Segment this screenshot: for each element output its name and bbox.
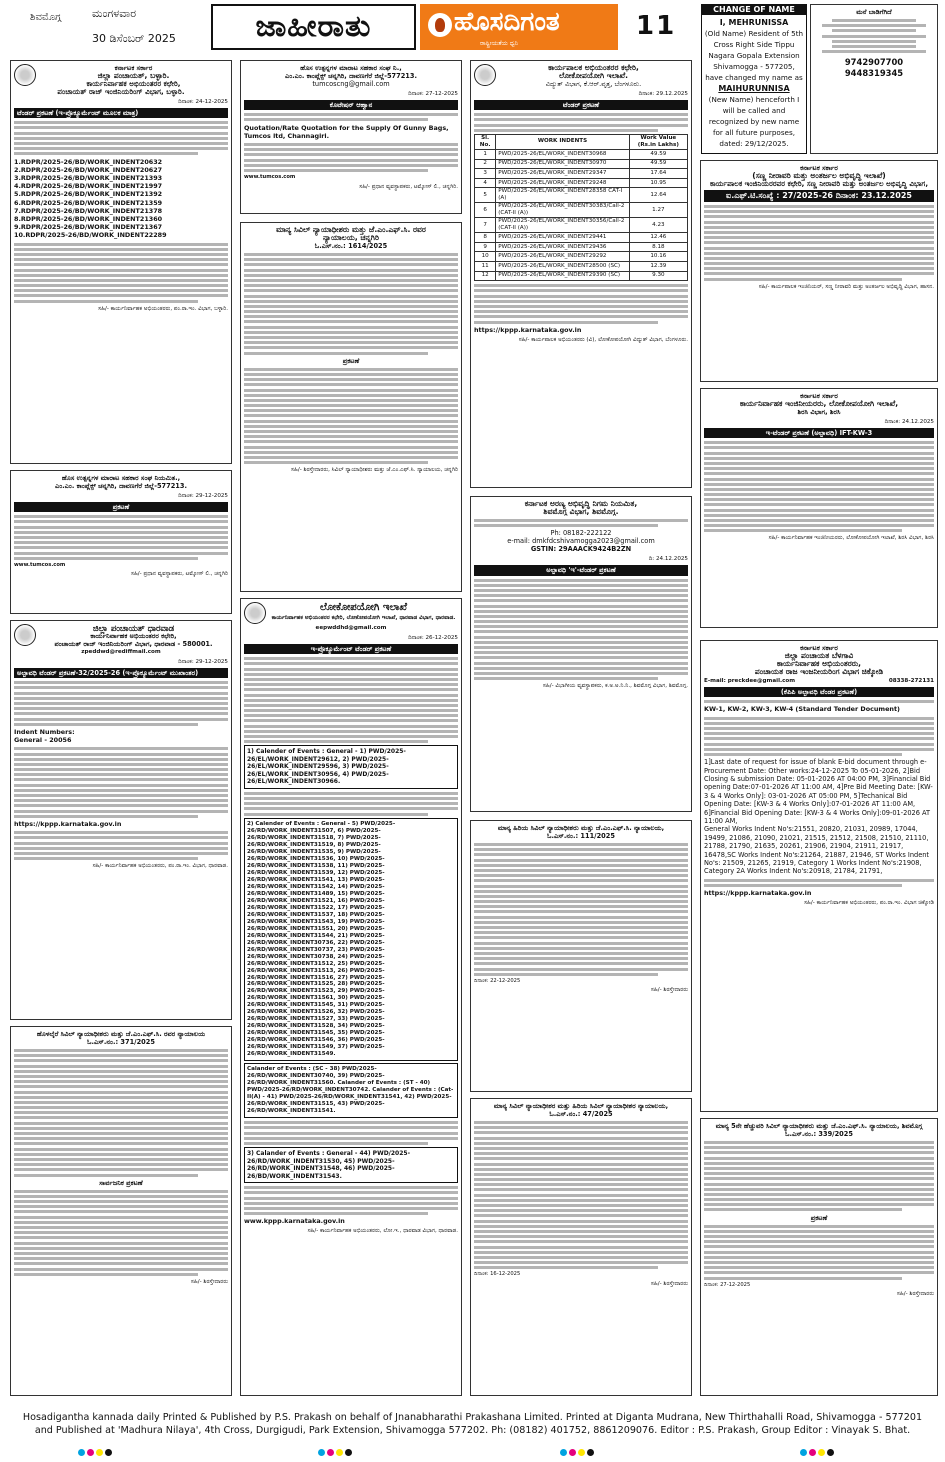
ad-line: ಪಂಚಾಯತ್ ರಾಜ್ ಇಂಜಿನಿಯರಿಂಗ್ ವಿಭಾಗ, ಧಾರವಾಡ - 580001. — [54, 640, 213, 648]
work-indent-item: 3.RDPR/2025-26/BD/WORK_INDENT21393 — [14, 173, 163, 182]
case-number: ಓ.ಎಸ್.ನಂ.: 371/2025 — [87, 1038, 155, 1046]
ad-strip: ಟೆಂಡರ್ ಪ್ರಕಟಣೆ — [474, 100, 688, 110]
ad-phone: 08338-272131 — [888, 678, 934, 684]
ad-line: ಶಿರಸಿ ವಿಭಾಗ, ಶಿರಸಿ — [797, 408, 841, 416]
table-cell: 10.95 — [629, 178, 687, 188]
ad-line: ಕರ್ನಾಟಕ ಸರ್ಕಾರ — [114, 64, 153, 72]
table-row — [475, 252, 688, 262]
table-cell: 2 — [475, 159, 496, 169]
ad-strip: ಅಲ್ಪಾವಧಿ 'ಇ'-ಟೆಂಡರ್ ಪ್ರಕಟಣೆ — [474, 565, 688, 575]
masthead — [420, 4, 618, 50]
new-name: MAIHURUNNISA — [718, 84, 790, 93]
table-row — [475, 159, 688, 169]
ad-line: ಮಾನ್ಯ ಸಿವಿಲ್ ನ್ಯಾಯಾಧೀಶರು ಮತ್ತು ಜೆ.ಎಂ.ಎಫ್.ಸಿ. ರವರ — [276, 225, 426, 234]
ad-line: ಹೊಸ ಉತ್ಪನ್ನಗಳ ಮಾರಾಟ ಸಹಕಾರ ಸಂಘ ನಿಯಮಿತ., — [61, 474, 181, 482]
ad-line: ಕಾರ್ಯನಿರ್ವಾಹಕ ಇಂಜಿನೀಯರರು, ಲೋಕೋಪಯೋಗಿ ಇಲಾಖೆ, — [739, 399, 899, 408]
col-header: Sl. No. — [475, 134, 496, 149]
ad-email: E-mail: preckdee@gmail.com — [704, 678, 796, 684]
tumcos-notice-ad — [10, 470, 232, 614]
table-cell: 12.64 — [629, 188, 687, 203]
shivamogga-court-notice — [700, 1118, 938, 1396]
ad-email: e-mail: dmkfdcshivamogga2023@gmail.com — [507, 537, 655, 546]
ad-date: ದಿನಾಂಕ: 16-12-2025 — [474, 1271, 521, 1278]
case-number: ಓ.ಎಸ್.ನಂ.: 339/2025 — [785, 1130, 853, 1138]
table-row — [475, 178, 688, 188]
ad-line: ವಿದ್ಯುತ್ ವಿಭಾಗ, ಕೆ.ಆರ್.ವೃತ್ತ, ಬೆಂಗಳೂರು. — [545, 80, 642, 88]
ad-signature: ಸಹಿ/- ವಿಭಾಗೀಯ ವ್ಯವಸ್ಥಾಪಕರು, ಕ.ಅ.ಅ.ನಿ.ನಿ., ಶಿವಮೊಗ್ಗ ವಿಭಾಗ, ಶಿವಮೊಗ್ಗ. — [542, 683, 688, 690]
ad-portal-link: www.kppp.karnataka.gov.in — [244, 1217, 345, 1226]
ad-strip: (ಕೆಪಿಪಿ ಅಲ್ಪಾವಧಿ ಟೆಂಡರ ಪ್ರಕಟಣೆ) — [704, 687, 934, 697]
ad-phone: Ph: 08182-222122 — [550, 529, 612, 538]
ad-line: ಜಿಲ್ಲಾ ಪಂಚಾಯತ್, ಬಳ್ಳಾರಿ. — [97, 71, 170, 80]
table-row — [475, 203, 688, 218]
ad-line: ಕಾರ್ಯನಿರ್ವಾಹಕ ಅಭಿಯಂತರರು, — [776, 659, 862, 668]
ad-portal-link: https://kppp.karnataka.gov.in — [14, 819, 122, 828]
notice-body-1: (Old Name) Resident of 5th Cross Right Side Tippu Nagara Gopala Extension Shivamogga - 577205, have changed my name as — [704, 29, 804, 82]
table-cell: 11 — [475, 262, 496, 272]
ad-date: ದಿನಾಂಕ: 29-12-2025 — [178, 493, 228, 499]
quotation-note: Quotation/Rate Quotation for the Supply Of Gunny Bags, Tumcos ltd, Channagiri. — [244, 123, 449, 140]
ad-strip: ಅಲ್ಪಾವಧಿ ಟೆಂಡರ್ ಪ್ರಕಟಣೆ-32/2025-26 (ಇ-ಪ್ರೊಕ್ಯೂರ್ಮೆಂಟ್ ಮುಖಾಂತರ) — [14, 668, 228, 678]
ad-signature: ಸಹಿ/- ಪ್ರಧಾನ ವ್ಯವಸ್ಥಾಪಕರು, ಟಮ್ಕೋಸ್ ಲಿ., ಚನ್ನಗಿರಿ — [130, 571, 228, 578]
table-cell: 8 — [475, 233, 496, 243]
table-row — [475, 218, 688, 233]
ad-strip: ಸಾರ್ವಜನಿಕ ಪ್ರಕಟಣೆ — [99, 1178, 143, 1187]
table-cell: 5 — [475, 188, 496, 203]
table-cell: 4 — [475, 178, 496, 188]
ad-date: ದಿನಾಂಕ: 24.12.2025 — [884, 419, 934, 425]
table-cell: 8.18 — [629, 242, 687, 252]
ad-signature: ಸಹಿ/- ಕಾರ್ಯನಿರ್ವಾಹಕ ಅಭಿಯಂತರರು, ಪಂ.ರಾ.ಇಂ. ವಿಭಾಗ ಚಿಕ್ಕೋಡಿ — [804, 900, 934, 907]
table-cell: 49.59 — [629, 149, 687, 159]
ad-line: ಪಂಚಾಯತ ರಾಜ ಇಂಜನೀಯರಿಂಗ ವಿಭಾಗ ಚಿಕ್ಕೋಡಿ — [754, 667, 884, 676]
sagara-court-notice — [470, 1098, 692, 1396]
ad-line: ಮಾನ್ಯ ಸಿವಿಲ್ ನ್ಯಾಯಾಧೀಶರ ಮತ್ತು ಹಿರಿಯ ಸಿವಿಲ್ ನ್ಯಾಯಾಧೀಶರ ನ್ಯಾಯಾಲಯ, — [493, 1102, 669, 1110]
ad-line: ಕಾರ್ಯಪಾಲಕ ಅಭಿಯಂತರರ ಕಛೇರಿ, — [548, 63, 639, 72]
table-cell: 6 — [475, 203, 496, 218]
masthead-title: ಹೊಸದಿಗಂತ — [454, 7, 560, 37]
table-row — [475, 271, 688, 281]
table-cell: PWD/2025-26/EL/WORK_INDENT29390 (SC) — [496, 271, 629, 281]
edition-day: ಮಂಗಳವಾರ — [92, 7, 137, 20]
ad-line: ಕಾರ್ಯನಿರ್ವಾಹಕ ಅಭಿಯಂತರರ ಕಛೇರಿ, ಲೋಕೋಪಯೋಗಿ ಇಲಾಖೆ, ಧಾರವಾಡ ವಿಭಾಗ, ಧಾರವಾಡ. — [271, 615, 456, 621]
indent-general: General - 20056 — [14, 736, 72, 745]
ad-signature: ಸಹಿ/- ಕಾರ್ಯನಿರ್ವಾಹಕ ಅಭಿಯಂತರರು, ಲೋ.ಇ., ಧಾರವಾಡ ವಿಭಾಗ, ಧಾರವಾಡ. — [307, 1228, 458, 1235]
calendar-of-events-4: 3) Calander of Events : General - 44) PWD/2025-26/RD/WORK_INDENT31530, 45) PWD/2025-26/RD/WORK_INDENT31548, 46) PWD/2025-26/BD/WORK_INDENT31543. — [244, 1147, 458, 1183]
table-row — [475, 262, 688, 272]
ad-signature: ಸಹಿ/- ಪ್ರಧಾನ ವ್ಯವಸ್ಥಾಪಕರು, ಟಮ್ಕೋಸ್ ಲಿ., ಚನ್ನಗಿರಿ. — [359, 183, 458, 190]
works-indent-list: General Works Indent No's:21551, 20820, 21031, 20989, 17044, 19499, 21086, 21090, 21021, 21515, 21512, 21508, 21510, 21110, 21788, 21790, 21635, 20261, 21906, 21904, 21911, 21917, 16478,SC Works Indent No's:21264, 21887, 21946, ST Works Indent No's: 21509, 21265, 21919, Category 1 Works Indent No's:21908, Category 2A Works Indent No's:20918, 21784, 21791, — [704, 825, 930, 876]
dharwad-tender-ad — [10, 620, 232, 1020]
ad-gstin: GSTIN: 29AAACK9424B2ZN — [530, 545, 632, 554]
table-cell: 49.59 — [629, 159, 687, 169]
edition-date: 30 ಡಿಸೆಂಬರ್ 2025 — [92, 32, 176, 45]
case-number: ಓ.ಎಸ್.ನಂ.: 1614/2025 — [314, 242, 388, 250]
table-cell: 12.39 — [629, 262, 687, 272]
registration-marks — [78, 1449, 114, 1457]
section-title: ಜಾಹೀರಾತು — [211, 4, 416, 50]
ad-email: tumcoscng@gmail.com — [312, 80, 390, 88]
registration-marks — [318, 1449, 354, 1457]
ad-line: ಜಿಲ್ಲಾ ಪಂಚಾಯತ್ ಧಾರವಾಡ — [92, 623, 175, 633]
table-cell: PWD/2025-26/EL/WORK_INDENT29292 — [496, 252, 629, 262]
ad-line: ಕರ್ನಾಟಕ ಸರ್ಕಾರ — [800, 644, 838, 652]
karnataka-emblem-icon — [244, 602, 266, 624]
ad-strip: ಟೆಂಡರ್ ಪ್ರಕಟಣೆ (ಇ-ಪ್ರೊಕ್ಯೂರ್ಮೆಂಟ್ ಮೂಲಕ ಮಾತ್ರ) — [14, 108, 228, 118]
ad-date: ದಿನಾಂಕ: 29-12-2025 — [178, 659, 228, 665]
notice-title: CHANGE OF NAME — [702, 5, 806, 15]
ad-signature: ಸಹಿ/- ಶಿರಸ್ತೇದಾರರು — [896, 1291, 934, 1298]
table-cell: PWD/2025-26/EL/WORK_INDENT30968 — [496, 149, 629, 159]
ad-signature: ಸಹಿ/- ಕಾರ್ಯಪಾಲಕ ಇಂಜಿನಿಯರ್, ಸಣ್ಣ ನೀರಾವರಿ ಮತ್ತು ಅಂತರ್ಜಲ ಅಭಿವೃದ್ಧಿ ವಿಭಾಗ, ಹಾಸನ. — [758, 283, 934, 290]
ad-signature: ಸಹಿ/- ಕಾರ್ಯಪಾಲಕ ಅಭಿಯಂತರರು (ವಿ), ಲೋಕೋಪಯೋಗಿ ವಿದ್ಯುತ್ ವಿಭಾಗ, ಬೆಂಗಳೂರು. — [518, 336, 688, 343]
case-number: ಓ.ಎಸ್.ನಂ.: 47/2025 — [549, 1110, 613, 1118]
table-cell: 12.46 — [629, 233, 687, 243]
ad-website: www.tumcos.com — [244, 174, 296, 181]
calendar-of-events-1: 1) Calender of Events : General - 1) PWD/2025-26/EL/WORK_INDENT29612, 2) PWD/2025-26/EL/WORK_INDENT29596, 3) PWD/2025-26/EL/WORK_INDENT30956, 4) PWD/2025-26/EL/WORK_INDENT30966. — [244, 745, 458, 789]
col-header: Work Value (Rs.in Lakhs) — [629, 134, 687, 149]
lamp-logo-icon — [428, 13, 452, 37]
imprint-line-1: Hosadigantha kannada daily Printed & Published by P.S. Prakash on behalf of Jnanabharathi Prakashana Limited. Printed at Diganta Mudrana, New Thirthahalli Road, Shivamogga - 577201 — [22, 1412, 923, 1423]
work-indent-item: 5.RDPR/2025-26/BD/WORK_INDENT21392 — [14, 190, 163, 199]
ad-signature: ಸಹಿ/- ಶಿರಸ್ತೇದಾರರು — [650, 987, 688, 994]
ad-strip: ಐ.ಎಫ್.ಟಿ.ಸಂಖ್ಯೆ : 27/2025-26 ದಿನಾಂಕ: 23.12.2025 — [704, 190, 934, 202]
table-cell: PWD/2025-26/EL/WORK_INDENT28500 (SC) — [496, 262, 629, 272]
ad-signature: ಸಹಿ/- ಶಿರಸ್ತೇದಾರರು — [190, 1278, 228, 1285]
ad-date: ದಿನಾಂಕ: 27-12-2025 — [408, 91, 458, 97]
ad-portal-link: https://kppp.karnataka.gov.in — [704, 889, 812, 898]
table-cell: 17.64 — [629, 169, 687, 179]
ad-line: ಜಿಲ್ಲಾ ಪಂಚಾಯತ ಬೆಳಗಾವಿ — [784, 651, 854, 660]
ad-signature: ಸಹಿ/- ಕಾರ್ಯನಿರ್ವಾಹಕ ಇಂಜಿನೀಯರರು, ಲೋಕೋಪಯೋಗಿ ಇಲಾಖೆ, ಶಿರಸಿ ವಿಭಾಗ, ಶಿರಸಿ — [768, 535, 934, 542]
ad-line: ಹೊಳಲ್ಕೆರೆ ಸಿವಿಲ್ ನ್ಯಾಯಾಧೀಶರು ಮತ್ತು ಜೆ.ಎಂ.ಎಫ್.ಸಿ. ರವರ ನ್ಯಾಯಾಲಯ — [36, 1030, 206, 1038]
calendar-of-events-2: 2) Calender of Events : General - 5) PWD/2025-26/RD/WORK_INDENT31507, 6) PWD/2025-26/RD/WORK_INDENT31518, 7) PWD/2025-26/RD/WORK_INDENT31519, 8) PWD/2025-26/RD/WORK_INDENT31535, 9) PWD/2025-26/RD/WORK_INDENT31536, 10) PWD/2025-26/RD/WORK_INDENT31538, 11) PWD/2025-26/RD/WORK_INDENT31539, 12) PWD/2025-26/RD/WORK_INDENT31541, 13) PWD/2025-26/RD/WORK_INDENT31542, 14) PWD/2025-26/RD/WORK_INDENT31489, 15) PWD/2025-26/RD/WORK_INDENT31521, 16) PWD/2025-26/RD/WORK_INDENT31522, 17) PWD/2025-26/RD/WORK_INDENT31537, 18) PWD/2025-26/RD/WORK_INDENT31543, 19) PWD/2025-26/RD/WORK_INDENT31551, 20) PWD/2025-26/RD/WORK_INDENT31544, 21) PWD/2025-26/RD/WORK_INDENT30736, 22) PWD/2025-26/RD/WORK_INDENT30737, 23) PWD/2025-26/RD/WORK_INDENT30738, 24) PWD/2025-26/RD/WORK_INDENT31512, 25) PWD/2025-26/RD/WORK_INDENT31513, 26) PWD/2025-26/RD/WORK_INDENT31516, 27) PWD/2025-26/RD/WORK_INDENT31525, 28) PWD/2025-26/RD/WORK_INDENT31523, 29) PWD/2025-26/RD/WORK_INDENT31561, 30) PWD/2025-26/RD/WORK_INDENT31545, 31) PWD/2025-26/RD/WORK_INDENT31526, 32) PWD/2025-26/RD/WORK_INDENT31527, 33) PWD/2025-26/RD/WORK_INDENT31528, 34) PWD/2025-26/RD/WORK_INDENT31545, 35) PWD/2025-26/RD/WORK_INDENT31546, 36) PWD/2025-26/RD/WORK_INDENT31549, 37) PWD/2025-26/RD/WORK_INDENT31549. — [244, 818, 458, 1061]
table-cell: PWD/2025-26/EL/WORK_INDENT29248 — [496, 178, 629, 188]
table-row — [475, 169, 688, 179]
ad-strip: ಪ್ರಕಟಣೆ — [14, 502, 228, 512]
ad-line: ಮಾನ್ಯ ಹಿರಿಯ ಸಿವಿಲ್ ನ್ಯಾಯಾಧೀಶರು ಮತ್ತು ಜೆ.ಎಂ.ಎಫ್.ಸಿ. ನ್ಯಾಯಾಲಯ, — [497, 824, 665, 832]
table-cell: 12 — [475, 271, 496, 281]
table-cell: PWD/2025-26/EL/WORK_INDENT30383/Call-2 (CAT-II (A)) — [496, 203, 629, 218]
work-indent-list — [14, 158, 228, 240]
rent-classified — [810, 4, 938, 154]
ad-line: ಕರ್ನಾಟಕ ಅರಣ್ಯ ಅಭಿವೃದ್ಧಿ ನಿಗಮ ನಿಯಮಿತ, — [524, 499, 638, 508]
masthead-tagline: ರಾಷ್ಟ್ರೀಯತೆಯ ಧ್ವನಿ — [480, 40, 518, 47]
ad-line: ಕಾರ್ಯನಿರ್ವಾಹಕ ಅಭಿಯಂತರರ ಕಛೇರಿ, — [90, 632, 177, 640]
page-number: 11 — [636, 11, 677, 41]
table-cell: PWD/2025-26/EL/WORK_INDENT28358 CAT-I (A) — [496, 188, 629, 203]
ad-line: ಮಾನ್ಯ 5ನೇ ಹೆಚ್ಚುವರಿ ಸಿವಿಲ್ ನ್ಯಾಯಾಧೀಶರು ಮತ್ತು ಜೆ.ಎಂ.ಎಫ್.ಸಿ. ನ್ಯಾಯಾಲಯ, ಶಿವಮೊಗ್ಗ — [715, 1122, 923, 1130]
ad-signature: ಸಹಿ/- ಕಾರ್ಯನಿರ್ವಾಹಕ ಅಭಿಯಂತರರು, ಪಂ.ರಾ.ಇಂ. ವಿಭಾಗ, ಬಳ್ಳಾರಿ. — [98, 305, 228, 312]
ad-signature: ಸಹಿ/- ಶಿರಸ್ತೇದಾರರು, ಸಿವಿಲ್ ನ್ಯಾಯಾಧೀಶರು ಮತ್ತು ಜೆ.ಎಂ.ಎಫ್.ಸಿ. ನ್ಯಾಯಾಲಯ, ಚನ್ನಗಿರಿ — [291, 467, 458, 474]
ad-signature: ಸಹಿ/- ಶಿರಸ್ತೇದಾರರು — [650, 1280, 688, 1287]
ad-email: eepwddhd@gmail.com — [315, 625, 387, 631]
table-cell: 10.16 — [629, 252, 687, 262]
table-cell: 10 — [475, 252, 496, 262]
registration-marks — [800, 1449, 836, 1457]
table-cell: PWD/2025-26/EL/WORK_INDENT29436 — [496, 242, 629, 252]
ad-date: ದಿ: 24.12.2025 — [648, 556, 688, 563]
ad-heading: ಮನೆ ಬಾಡಿಗೆಗಿದೆ — [856, 8, 892, 16]
table-cell: 3 — [475, 169, 496, 179]
ad-line: ಕಾರ್ಯಪಾಲಕ ಇಂಜಿನಿಯರರವರ ಕಛೇರಿ, ಸಣ್ಣ ನೀರಾವರಿ ಮತ್ತು ಅಂತರ್ಜಲ ಅಭಿವೃದ್ಧಿ ವಿಭಾಗ, — [709, 179, 929, 188]
ad-website: www.tumcos.com — [14, 561, 66, 568]
ad-strip: ಪ್ರಕಟಣೆ — [342, 356, 360, 365]
ad-line: ಲೋಕೋಪಯೋಗಿ ಇಲಾಖೆ. — [558, 71, 629, 80]
imprint-line-2: and Published at 'Madhura Nilaya', 4th Cross, Durgigudi, Park Extension, Shivamogga 577202. Ph: (08182) 401752, 8861209076. Editor : P.S. Prakash, Group Editor : Vinayak S. Bhat. — [34, 1425, 911, 1436]
ad-portal-link: https://kppp.karnataka.gov.in — [474, 325, 582, 334]
notice-body-2: (New Name) henceforth I will be called and recognized by new name for all future purposes, dated: 29/12/2025. — [708, 95, 800, 148]
forest-corp-tender-ad — [470, 496, 692, 812]
phone-2: 9448319345 — [844, 68, 904, 79]
table-cell: PWD/2025-26/EL/WORK_INDENT29441 — [496, 233, 629, 243]
ad-line: ಶಿವಮೊಗ್ಗ ವಿಭಾಗ, ಶಿವಮೊಗ್ಗ. — [543, 507, 619, 516]
hospet-court-notice — [10, 1026, 232, 1396]
ad-date: ದಿನಾಂಕ: 29.12.2025 — [638, 91, 688, 97]
ad-strip: ಕೊಟೇಷನ್ ಆಹ್ವಾನ — [244, 100, 458, 110]
work-indent-item: 7.RDPR/2025-26/BD/WORK_INDENT21378 — [14, 206, 163, 215]
ad-line: ನ್ಯಾಯಾಲಯ, ಚನ್ನಗಿರಿ — [323, 233, 379, 242]
karnataka-emblem-icon — [14, 64, 36, 86]
tumcos-quotation-ad — [240, 60, 462, 214]
ballari-tender-ad — [10, 60, 232, 464]
table-row — [475, 149, 688, 159]
ad-email: zpeddwd@rediffmail.com — [81, 649, 161, 655]
ad-line: ಹೊಸ ಉತ್ಪನ್ನಗಳ ಮಾರಾಟ ಸಹಕಾರ ಸಂಘ ನಿ., — [300, 64, 402, 72]
table-cell: 1.27 — [629, 203, 687, 218]
pwd-electrical-tender-ad — [470, 60, 692, 488]
indent-label: Indent Numbers: — [14, 727, 75, 736]
minor-irrigation-tender-ad — [700, 160, 938, 382]
ad-line: ಕರ್ನಾಟಕ ಸರ್ಕಾರ — [800, 164, 838, 172]
ad-line: (ಸಣ್ಣ ನೀರಾವರಿ ಮತ್ತು ಅಂತರ್ಜಲ ಅಭಿವೃದ್ಧಿ ಇಲಾಖೆ) — [752, 171, 886, 180]
ad-date: ದಿನಾಂಕ: 26-12-2025 — [408, 635, 458, 641]
table-cell: 4.23 — [629, 218, 687, 233]
pwd-sirsi-tender-ad — [700, 388, 938, 628]
ad-date: ದಿನಾಂಕ: 22-12-2025 — [474, 977, 521, 984]
karnataka-emblem-icon — [474, 64, 496, 86]
ad-line: ಲೋಕೋಪಯೋಗಿ ಇಲಾಖೆ — [319, 602, 408, 613]
belagavi-chikkodi-tender-ad — [700, 640, 938, 1112]
ad-date: ದಿನಾಂಕ: 24-12-2025 — [178, 99, 228, 105]
pwd-dharwad-tender-ad — [240, 598, 462, 1396]
ad-line: ಎಂ.ಎಂ. ಕಾಂಪ್ಲೆಕ್ಸ್ ಚನ್ನಗಿರಿ, ದಾವಣಗೆರೆ ಜಿಲ್ಲೆ-577213. — [55, 482, 187, 490]
ad-strip: ಇ-ಪ್ರೊಕ್ಯೂರ್ಮೆಂಟ್ ಟೆಂಡರ್ ಪ್ರಕಟಣೆ — [244, 644, 458, 654]
work-indent-item: 8.RDPR/2025-26/BD/WORK_INDENT21360 — [14, 214, 163, 223]
hosanagara-court-notice — [470, 820, 692, 1092]
work-indent-item: 10.RDPR/2025-26/BD/WORK_INDENT22289 — [14, 231, 167, 240]
karnataka-emblem-icon — [14, 624, 36, 646]
work-indent-item: 9.RDPR/2025-26/BD/WORK_INDENT21367 — [14, 223, 163, 232]
col-header: WORK INDENTS — [496, 134, 629, 149]
table-row — [475, 242, 688, 252]
edition-city: ಶಿವಮೊಗ್ಗ — [30, 12, 62, 23]
case-number: ಓ.ಎಸ್.ನಂ.: 111/2025 — [547, 832, 615, 840]
table-cell: PWD/2025-26/EL/WORK_INDENT30970 — [496, 159, 629, 169]
imprint-footer — [10, 1411, 935, 1437]
table-cell: PWD/2025-26/EL/WORK_INDENT30356/Call-2 (CAT-II (A)) — [496, 218, 629, 233]
ad-strip: ಪ್ರಕಟಣೆ — [810, 1213, 828, 1222]
old-name: I, MEHRUNISSA — [719, 18, 789, 27]
table-row — [475, 233, 688, 243]
calendar-of-events-3: Calander of Events : (SC - 38) PWD/2025-26/RD/WORK_INDENT30740, 39) PWD/2025-26/RD/WORK_INDENT31560. Calander of Events : (ST - 40) PWD/2025-26/RD/WORK_INDENT30742. Calander of Events : (Cat-II(A) - 41) PWD/2025-26/RD/WORK_INDENT31541, 42) PWD/2025-26/RD/WORK_INDENT31515, 43) PWD/2025-26/RD/WORK_INDENT31541. — [244, 1063, 458, 1118]
work-indent-item: 1.RDPR/2025-26/BD/WORK_INDENT20632 — [14, 157, 163, 166]
table-cell: 7 — [475, 218, 496, 233]
phone-1: 9742907700 — [844, 57, 904, 68]
work-indent-item: 4.RDPR/2025-26/BD/WORK_INDENT21997 — [14, 182, 163, 191]
ad-line: ಕರ್ನಾಟಕ ಸರ್ಕಾರ — [800, 392, 838, 400]
ad-strip: ಇ-ಟೆಂಡರ್ ಪ್ರಕಟಣೆ (ಅಲ್ಪಾವಧಿ) IFT-KW-3 — [704, 428, 934, 438]
tender-schedule: 1]Last date of request for issue of blank E-bid document through e-Procurement Date: Other works:24-12-2025 To 05-01-2026, 2]Bid Closing & submission Date: 05-01-2026 AT 04:00 PM, 3]Financial Bid opening Date:07-01-2026 AT 11:00 AM, 4]Pre Bid Meeting Date: [KW-3 & 4 Works Only]: 03-01-2026 AT 05:00 PM, 5]Techanical Bid Opening Date: [KW-3 & 4 Works Only]:07-01-2026 AT 11:00 AM, 6]Financial Bid Opening Date: [KW-3 & 4 Works Only]:09-01-2026 AT 11:00 AM, — [704, 758, 933, 825]
change-of-name-notice — [701, 4, 807, 154]
ad-date: ದಿನಾಂಕ: 27-12-2025 — [704, 1281, 751, 1288]
table-cell: PWD/2025-26/EL/WORK_INDENT29347 — [496, 169, 629, 179]
table-cell: 1 — [475, 149, 496, 159]
work-indent-item: 6.RDPR/2025-26/BD/WORK_INDENT21359 — [14, 198, 163, 207]
ad-line: ಕಾರ್ಯನಿರ್ವಾಹಕ ಅಭಿಯಂತರರ ಕಛೇರಿ, — [86, 79, 181, 88]
ad-line: ಪಂಚಾಯತ್ ರಾಜ್ ಇಂಜಿನಿಯರಿಂಗ್ ವಿಭಾಗ, ಬಳ್ಳಾರಿ. — [57, 87, 185, 96]
table-cell: 9 — [475, 242, 496, 252]
table-cell: 9.30 — [629, 271, 687, 281]
channagiri-court-notice — [240, 222, 462, 592]
registration-marks — [560, 1449, 596, 1457]
work-indent-item: 2.RDPR/2025-26/BD/WORK_INDENT20627 — [14, 165, 163, 174]
ad-signature: ಸಹಿ/- ಕಾರ್ಯನಿರ್ವಾಹಕ ಅಭಿಯಂತರರು, ಪಂ.ರಾ.ಇಂ. ವಿಭಾಗ, ಧಾರವಾಡ. — [92, 863, 228, 870]
ad-line: ಎಂ.ಎಂ. ಕಾಂಪ್ಲೆಕ್ಸ್ ಚನ್ನಗಿರಿ, ದಾವಣಗೆರೆ ಜಿಲ್ಲೆ-577213. — [285, 72, 417, 80]
work-indent-table — [474, 134, 688, 281]
table-row — [475, 188, 688, 203]
kw-categories: KW-1, KW-2, KW-3, KW-4 (Standard Tender Document) — [704, 705, 900, 714]
